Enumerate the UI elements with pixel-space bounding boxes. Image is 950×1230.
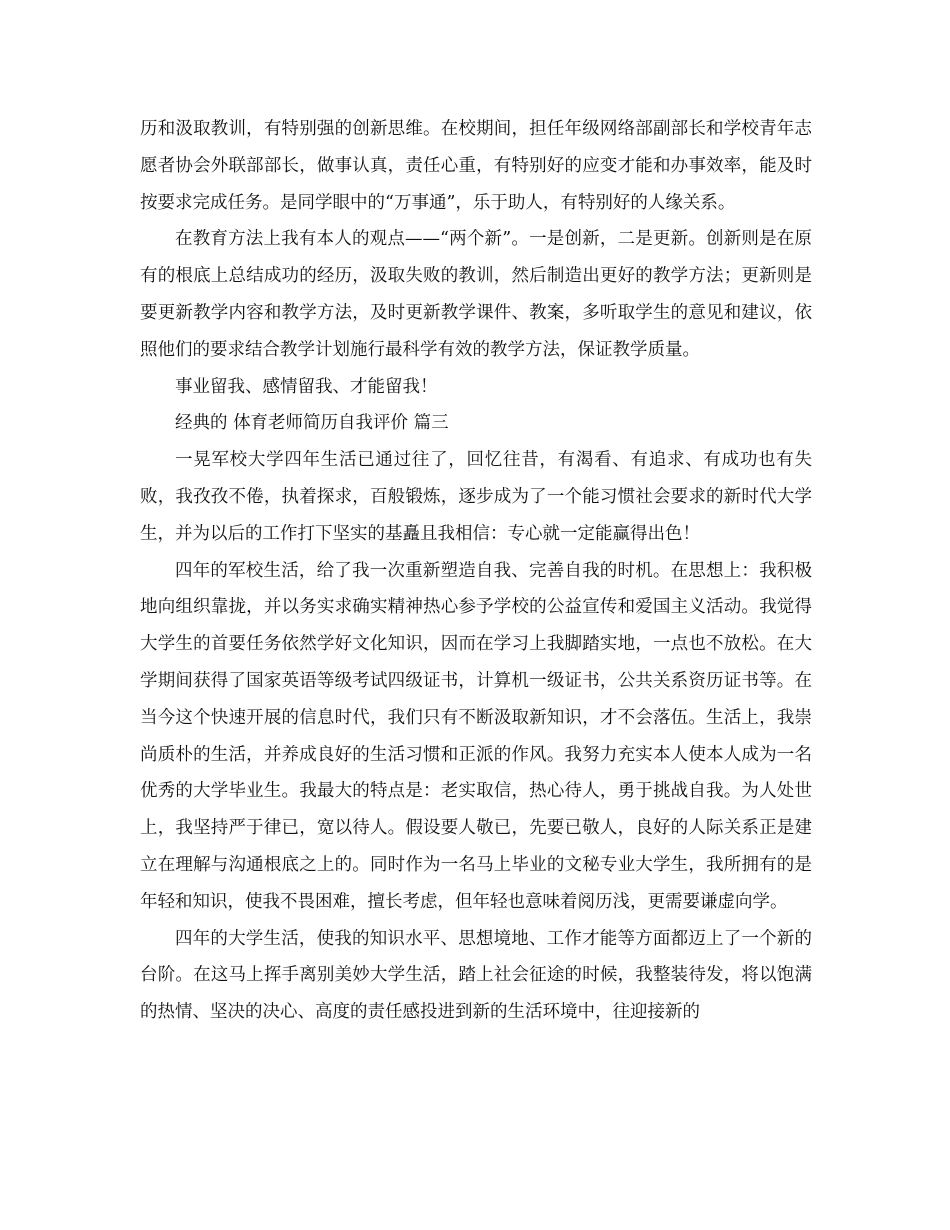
section-heading: 经典的 体育老师简历自我评价 篇三 <box>175 413 449 434</box>
paragraph-slogan: 事业留我、感情留我、才能留我！ <box>175 376 438 397</box>
paragraph-four-years-intro: 一晃军校大学四年生活已通过往了，回忆往昔，有渴看、有追求、有成功也有失败，我孜孜不倦，执着探求，百般锻炼，逐步成为了一个能习惯社会要求的新时代大学生，并为以后的工作打下坚实的基矗且我相信：专心就一定能赢得出色！ <box>140 450 812 544</box>
paragraph-teaching-method: 在教育方法上我有本人的观点——“两个新”。一是创新，二是更新。创新则是在原有的根底上总结成功的经历，汲取失败的教训，然后制造出更好的教学方法；更新则是要更新教学内容和教学方法，及时更新教学课件、教案，多听取学生的意见和建议，依照他们的要求结合教学计划施行最科学有效的教学方法，保证教学质量。 <box>140 229 812 360</box>
paragraph-university-life: 四年的大学生活，使我的知识水平、思想境地、工作才能等方面都迈上了一个新的台阶。在这马上挥手离别美妙大学生活，踏上社会征途的时候，我整装待发，将以饱满的热情、坚决的决心、高度的责任感投进到新的生活环境中，往迎接新的 <box>140 928 812 1023</box>
paragraph-military-school-life: 四年的军校生活，给了我一次重新塑造自我、完善自我的时机。在思想上：我积极地向组织靠拢，并以务实求确实精神热心参予学校的公益宣传和爱国主义活动。我觉得大学生的首要任务依然学好文化知识，因而在学习上我脚踏实地，一点也不放松。在大学期间获得了国家英语等级考试四级证书，计算机一级证书，公共关系资历证书等。在当今这个快速开展的信息时代，我们只有不断汲取新知识，才不会落伍。生活上，我崇尚质朴的生活，并养成良好的生活习惯和正派的作风。我努力充实本人使本人成为一名优秀的大学毕业生。我最大的特点是：老实取信，热心待人，勇于挑战自我。为人处世上，我坚持严于律已，宽以待人。假设要人敬已，先要已敬人，良好的人际关系正是建立在理解与沟通根底之上的。同时作为一名马上毕业的文秘专业大学生，我所拥有的是年轻和知识，使我不畏困难，擅长考虑，但年轻也意味着阅历浅，更需要谦虚向学。 <box>140 560 812 912</box>
document-body <box>140 111 812 1031</box>
paragraph-continuation: 历和汲取教训，有特别强的创新思维。在校期间，担任年级网络部副部长和学校青年志愿者协会外联部部长，做事认真，责任心重，有特别好的应变才能和办事效率，能及时按要求完成任务。是同学眼中的“万事通”，乐于助人，有特别好的人缘关系。 <box>140 119 812 213</box>
